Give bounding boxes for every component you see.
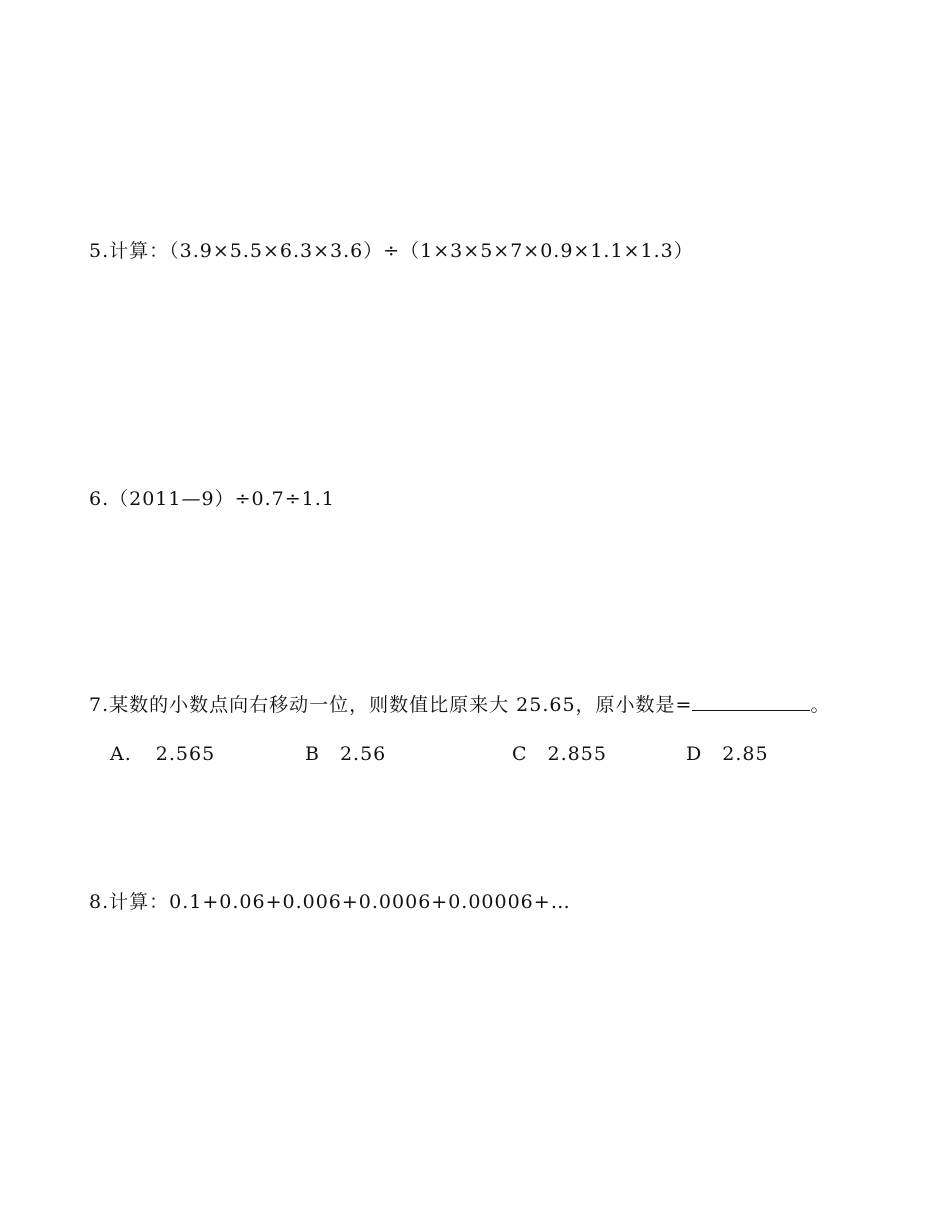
option-b (305, 742, 386, 766)
option-b-value: 2.56 (339, 743, 387, 765)
answer-blank (692, 692, 810, 711)
option-a-value: 2.565 (155, 743, 216, 765)
option-c (512, 742, 607, 766)
question-7-end: 。 (810, 694, 831, 716)
option-b-letter: B (305, 743, 320, 765)
question-6: 6.（2011—9）÷0.7÷1.1 (89, 488, 335, 510)
option-c-letter: C (512, 743, 528, 765)
question-7 (89, 692, 831, 717)
option-d-letter: D (686, 743, 703, 765)
question-7-options (0, 742, 950, 766)
option-a-letter: A. (110, 743, 132, 765)
option-a (110, 742, 215, 766)
option-d (686, 742, 769, 766)
question-5: 5.计算：（3.9×5.5×6.3×3.6）÷（1×3×5×7×0.9×1.1×1.3） (89, 240, 694, 262)
question-7-text: 7.某数的小数点向右移动一位，则数值比原来大 25.65，原小数是= (89, 694, 693, 716)
option-c-value: 2.855 (547, 743, 607, 765)
question-8: 8.计算：0.1+0.06+0.006+0.0006+0.00006+… (89, 891, 571, 913)
option-d-value: 2.85 (722, 743, 769, 765)
